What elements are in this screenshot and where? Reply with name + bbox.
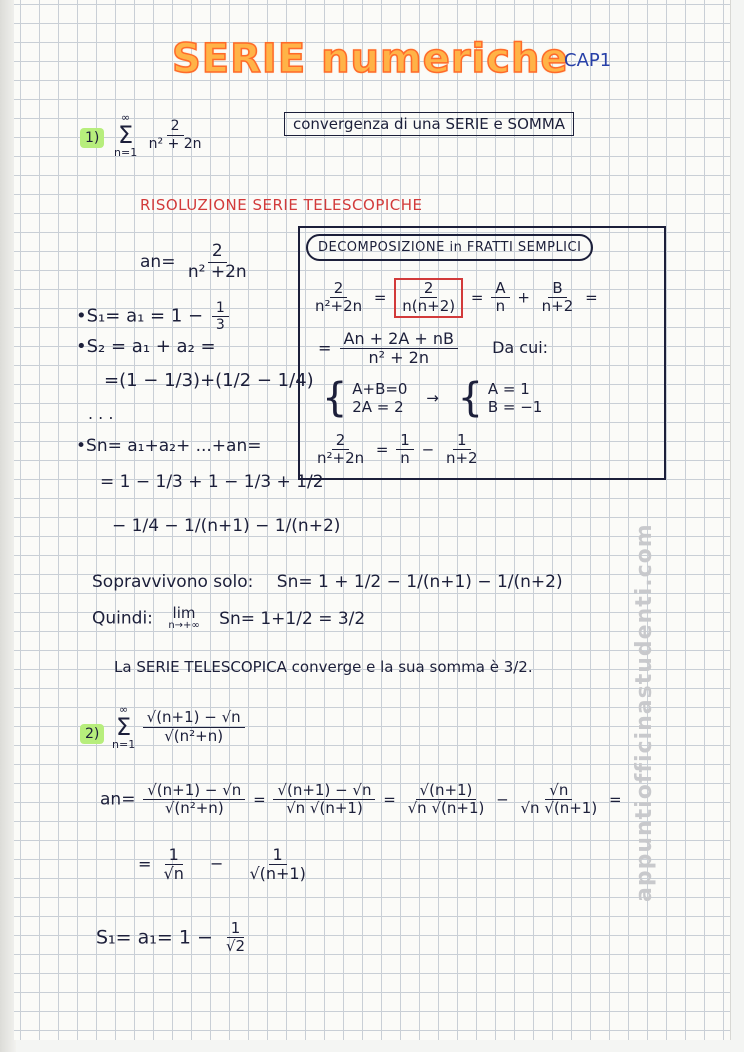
- page-title: SERIE numeriche: [172, 36, 569, 82]
- decomp-a-num: A: [491, 280, 509, 298]
- an2-step1-num: √(n+1) − √n: [273, 782, 375, 800]
- an2-result-a-den: √n: [163, 864, 184, 884]
- brace-icon: {: [322, 375, 348, 421]
- an-fraction: [184, 242, 251, 282]
- decomp-b-term: [538, 280, 578, 316]
- topic-box: convergenza di una SERIE e SOMMA: [284, 112, 574, 136]
- s1-ex2-line: [96, 920, 252, 956]
- telescopic-heading: RISOLUZIONE SERIE TELESCOPICHE: [140, 196, 423, 214]
- sigma-icon: Σ: [118, 121, 134, 149]
- sigma-icon: Σ: [116, 713, 132, 741]
- equals-sign: =: [253, 790, 266, 809]
- minus-sign: −: [209, 854, 224, 874]
- final-a-num: 1: [396, 432, 414, 450]
- s1-ex2-num: 1: [227, 920, 245, 938]
- an2-result: [138, 846, 313, 884]
- decomp-lhs: [311, 280, 366, 316]
- quindi-label: Quindi:: [92, 608, 153, 629]
- decomp-combined: [340, 330, 458, 368]
- decomp-combined-den: n² + 2n: [368, 348, 429, 368]
- lim-subscript: n→+∞: [168, 620, 200, 631]
- da-cui-label: Da cui:: [492, 338, 549, 358]
- equals-sign: =: [373, 288, 387, 307]
- final-lhs: [313, 432, 368, 468]
- an2-step1: [273, 782, 375, 818]
- sum-symbol: [112, 704, 135, 750]
- s1-ex2-fraction: [222, 920, 249, 956]
- an2-result-b-den: √(n+1): [249, 864, 306, 884]
- system-eq-1: A+B=0: [352, 380, 408, 398]
- final-lhs-num: 2: [332, 432, 350, 450]
- s1-numerator: 1: [212, 300, 229, 317]
- sum-lower: n=1: [114, 146, 138, 159]
- equals-sign: =: [138, 854, 152, 874]
- an2-derivation: [100, 782, 622, 818]
- final-b-num: 1: [453, 432, 471, 450]
- minus-sign: −: [496, 790, 509, 809]
- equals-sign: =: [585, 288, 598, 307]
- s1-ex2-den: √2: [225, 937, 246, 956]
- exercise-1-series: [114, 112, 209, 158]
- equals-sign: =: [608, 790, 622, 809]
- s1-ex2-label: S₁= a₁= 1 −: [96, 926, 219, 949]
- an2-fraction: [143, 782, 245, 818]
- exercise-2-badge: 2): [80, 724, 104, 744]
- series-term: [145, 118, 206, 151]
- sum-lower: n=1: [112, 738, 136, 751]
- survivors-line: [92, 572, 563, 592]
- sum-upper: ∞: [119, 703, 129, 716]
- system-results: [488, 380, 543, 416]
- an2-step2b-num: √n: [545, 782, 572, 800]
- term-numerator: √(n+1) − √n: [143, 709, 245, 727]
- system-res-1: A = 1: [487, 380, 530, 398]
- lim-text: lim: [172, 604, 196, 622]
- term-denominator: n² + 2n: [148, 135, 202, 152]
- series-term: [143, 709, 245, 745]
- decomp-lhs-num: 2: [330, 280, 348, 298]
- decomp-factored-den: n(n+2): [402, 297, 456, 316]
- decomp-row-2: [318, 330, 548, 368]
- minus-sign: −: [421, 440, 435, 459]
- decomp-a-den: n: [495, 297, 506, 316]
- chapter-label: CAP1: [564, 50, 612, 71]
- an2-step2b: [516, 782, 601, 818]
- equals-sign: =: [318, 338, 332, 358]
- an2-step2b-den: √n √(n+1): [520, 799, 598, 818]
- plus-sign: +: [517, 288, 530, 307]
- final-lhs-den: n²+2n: [317, 449, 365, 468]
- exercise-1-badge: 1): [80, 128, 104, 148]
- an2-label: an=: [100, 789, 136, 810]
- final-b-den: n+2: [445, 449, 478, 468]
- final-a: [396, 432, 414, 468]
- ellipsis: . . .: [88, 404, 114, 423]
- an-numerator: 2: [208, 242, 227, 263]
- decomp-factored-num: 2: [420, 280, 438, 298]
- decomp-system: [322, 375, 543, 421]
- decomp-b-den: n+2: [541, 297, 574, 316]
- decomp-b-num: B: [548, 280, 566, 298]
- decomp-row-1: [308, 278, 598, 318]
- s1-line: [76, 300, 232, 333]
- conclusion-text: La SERIE TELESCOPICA converge e la sua somma è 3/2.: [114, 658, 533, 676]
- decomp-combined-num: An + 2A + nB: [340, 330, 458, 349]
- s1-denominator: 3: [215, 317, 225, 334]
- decomp-a-term: [491, 280, 509, 316]
- decomp-lhs-den: n²+2n: [315, 297, 363, 316]
- sn-line: •Sn= a₁+a₂+ ...+an=: [76, 436, 262, 456]
- survivors-label: Sopravvivono solo:: [92, 572, 254, 592]
- limit-symbol: [168, 606, 199, 631]
- an2-denominator: √(n²+n): [164, 799, 224, 818]
- system-res-2: B = −1: [487, 398, 543, 416]
- s1-text: •S₁= a₁ = 1 −: [76, 305, 209, 327]
- watermark: appuntiofficinastudenti.com: [632, 523, 657, 902]
- an2-result-b-num: 1: [269, 846, 287, 865]
- decomp-factored: [394, 278, 463, 318]
- an2-step2a: [404, 782, 489, 818]
- term-numerator: 2: [167, 118, 184, 135]
- an-definition: [140, 242, 254, 282]
- sn-expansion-2: − 1/4 − 1/(n+1) − 1/(n+2): [112, 516, 341, 536]
- an2-result-a-num: 1: [165, 846, 183, 865]
- final-a-den: n: [400, 449, 410, 468]
- an-label: an=: [140, 252, 176, 273]
- s1-fraction: [212, 300, 229, 333]
- limit-line: [92, 606, 365, 631]
- decomp-final: [310, 432, 485, 468]
- an2-numerator: √(n+1) − √n: [143, 782, 245, 800]
- an-denominator: n² +2n: [187, 261, 247, 282]
- arrow-right-icon: →: [426, 388, 439, 407]
- an2-result-b: [245, 846, 309, 884]
- system-equations: [352, 380, 407, 416]
- brace-icon: {: [457, 375, 484, 421]
- an2-step2a-den: √n √(n+1): [407, 799, 485, 818]
- sn-expansion-1: = 1 − 1/3 + 1 − 1/3 + 1/2: [100, 472, 324, 492]
- an2-step2a-num: √(n+1): [416, 782, 477, 800]
- s2-expansion: =(1 − 1/3)+(1/2 − 1/4): [104, 370, 314, 391]
- sum-upper: ∞: [121, 111, 131, 124]
- survivors-expression: Sn= 1 + 1/2 − 1/(n+1) − 1/(n+2): [276, 572, 563, 592]
- equals-sign: =: [375, 440, 389, 459]
- an2-result-a: [160, 846, 188, 884]
- equals-sign: =: [383, 790, 396, 809]
- equals-sign: =: [470, 288, 484, 307]
- limit-expression: Sn= 1+1/2 = 3/2: [219, 608, 366, 629]
- sum-symbol: [114, 112, 137, 158]
- s2-line: •S₂ = a₁ + a₂ =: [76, 336, 216, 357]
- final-b: [442, 432, 482, 468]
- an2-step1-den: √n √(n+1): [286, 799, 363, 818]
- decomposition-cloud: DECOMPOSIZIONE in FRATTI SEMPLICI: [306, 234, 593, 261]
- exercise-2-series: [112, 704, 248, 750]
- system-eq-2: 2A = 2: [352, 398, 404, 416]
- term-denominator: √(n²+n): [164, 726, 224, 745]
